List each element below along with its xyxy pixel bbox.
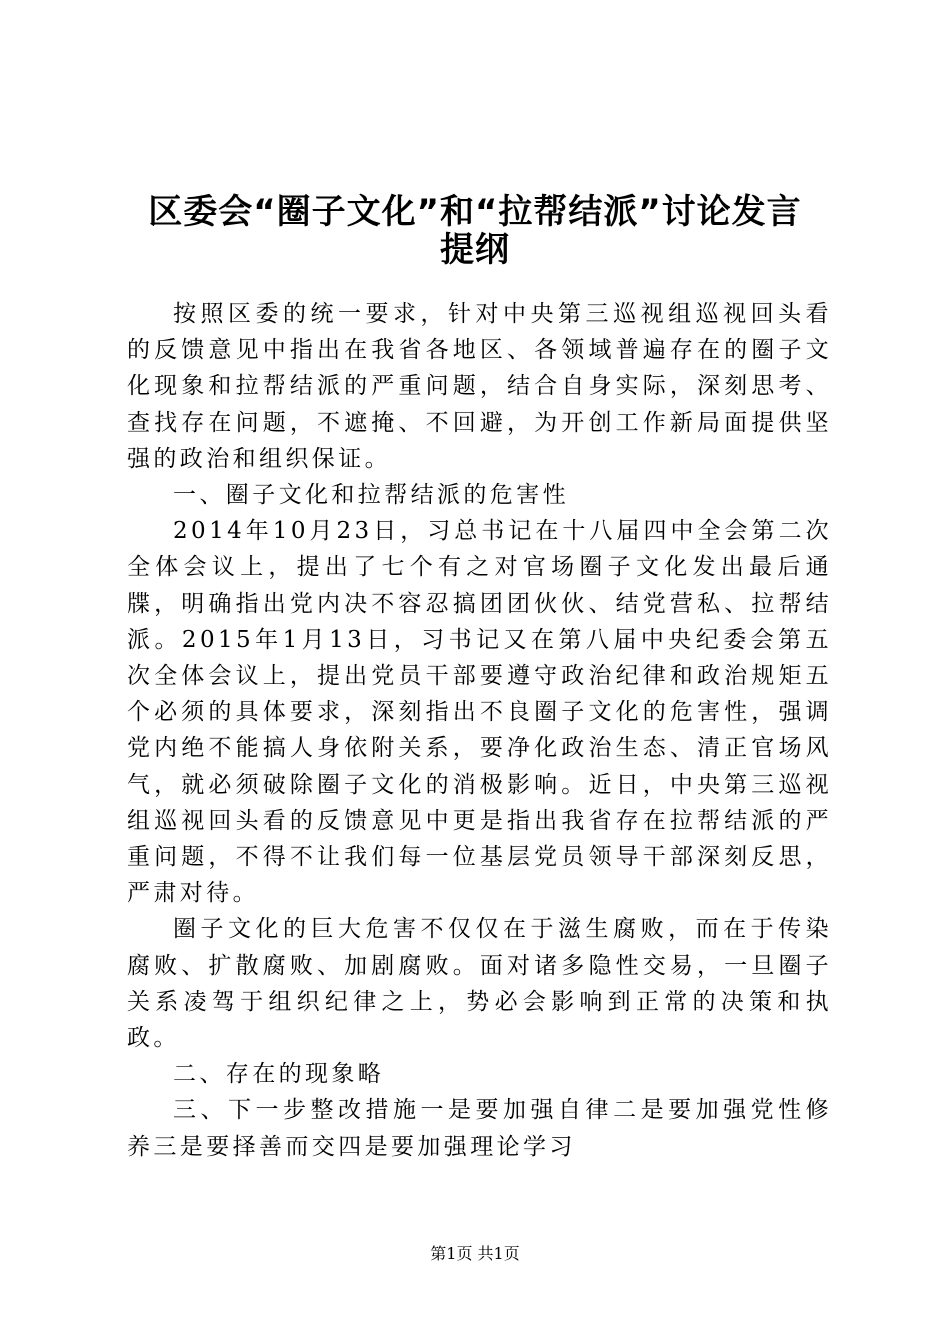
intro-paragraph: 按照区委的统一要求，针对中央第三巡视组巡视回头看的反馈意见中指出在我省各地区、各领域普遍存在的圈子文化现象和拉帮结派的严重问题，结合自身实际，深刻思考、查找存在问题，不遮掩、不回避，为开创工作新局面提供坚强的政治和组织保证。 xyxy=(127,301,832,472)
body-paragraph: 2014年10月23日，习总书记在十八届四中全会第二次全体会议上，提出了七个有之对官场圈子文化发出最后通牒，明确指出党内决不容忍搞团团伙伙、结党营私、拉帮结派。2015年1月13日，习书记又在第八届中央纪委会第五次全体会议上，提出党员干部要遵守政治纪律和政治规矩五个必须的具体要求，深刻指出不良圈子文化的危害性，强调党内绝不能搞人身依附关系，要净化政治生态、清正官场风气，就必须破除圈子文化的消极影响。近日，中央第三巡视组巡视回头看的反馈意见中更是指出我省存在拉帮结派的严重问题，不得不让我们每一位基层党员领导干部深刻反思，严肃对待。 xyxy=(127,518,832,907)
section-heading-1: 一、圈子文化和拉帮结派的危害性 xyxy=(173,482,569,509)
section-heading-2: 二、存在的现象略 xyxy=(173,1061,385,1088)
document-title-line-2: 提纲 xyxy=(440,230,510,270)
page-footer: 第1页 共1页 xyxy=(430,1244,520,1263)
section-heading-3: 三、下一步整改措施一是要加强自律二是要加强党性修养三是要择善而交四是要加强理论学习 xyxy=(127,1097,832,1160)
document-title-line-1: 区委会“圈子文化”和“拉帮结派”讨论发言 xyxy=(148,192,802,232)
body-paragraph: 圈子文化的巨大危害不仅仅在于滋生腐败，而在于传染腐败、扩散腐败、加剧腐败。面对诸多隐性交易，一旦圈子关系凌驾于组织纪律之上，势必会影响到正常的决策和执政。 xyxy=(127,916,832,1052)
document-body xyxy=(127,296,832,1165)
